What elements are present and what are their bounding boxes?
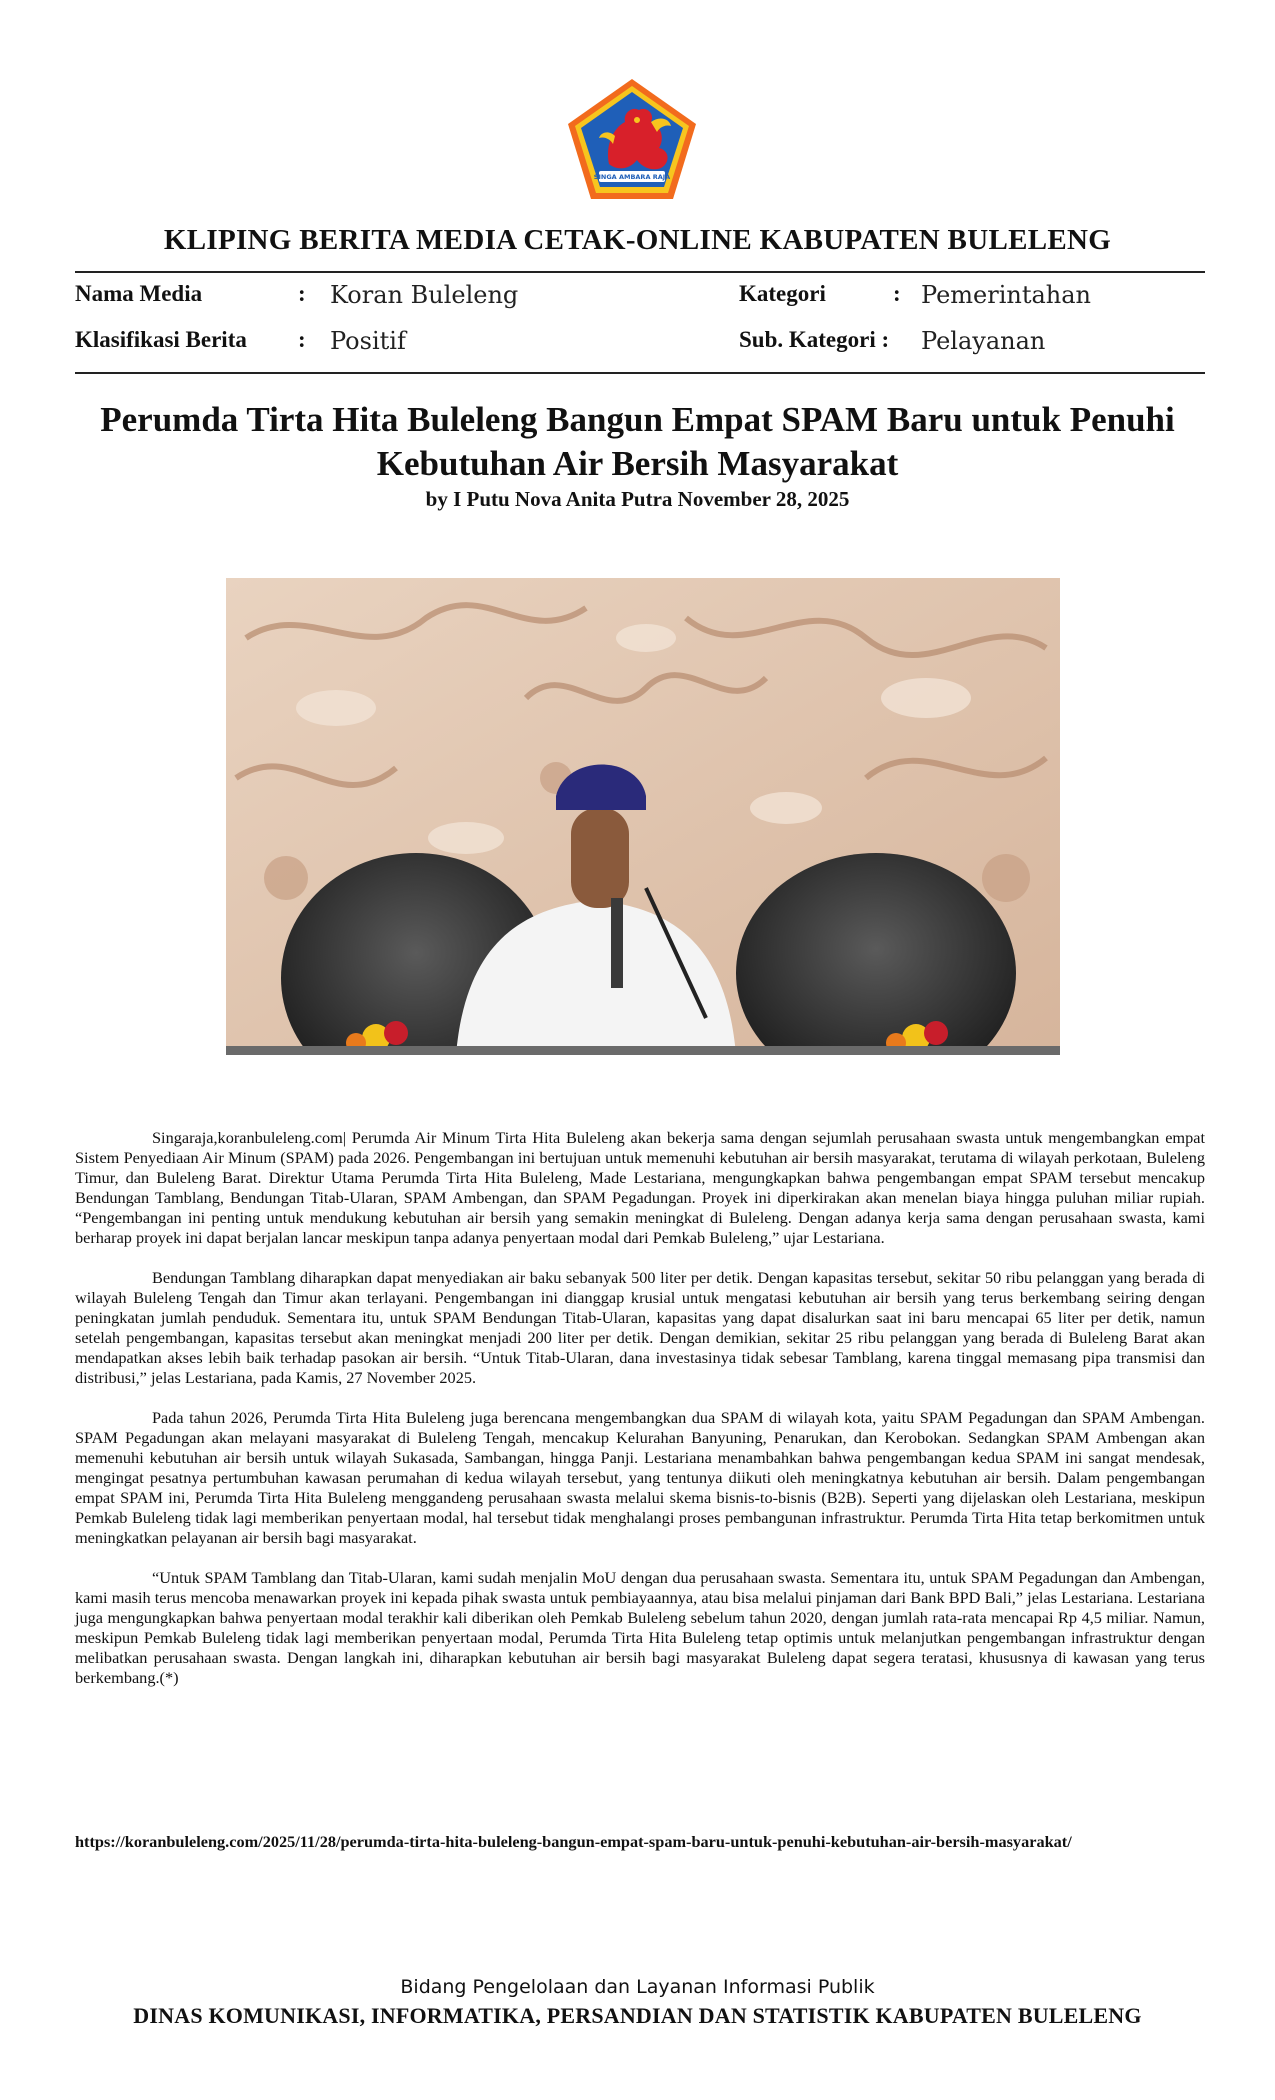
klasifikasi-berita-colon: : [298, 327, 306, 352]
article-source-url[interactable]: https://koranbuleleng.com/2025/11/28/perumda-tirta-hita-buleleng-bangun-empat-spam-baru-untuk-penuhi-kebutuhan-air-bersih-masyarakat/ [75, 1832, 1072, 1851]
lion-emblem-icon [565, 76, 699, 202]
header-divider-top [75, 271, 1205, 273]
nama-media-colon: : [298, 281, 306, 306]
buleleng-coat-of-arms-logo [565, 76, 699, 202]
kategori-label: Kategori [739, 281, 826, 306]
klasifikasi-berita-label: Klasifikasi Berita [75, 327, 247, 352]
sub-kategori-label: Sub. Kategori : [739, 327, 890, 352]
sub-kategori-value: Pelayanan [921, 327, 1046, 355]
article-photo [226, 578, 1060, 1055]
footer-agency: DINAS KOMUNIKASI, INFORMATIKA, PERSANDIAN DAN STATISTIK KABUPATEN BULELENG [133, 2003, 1142, 2028]
logo-motto-text: SINGA AMBARA RAJA [593, 173, 671, 181]
article-paragraph: Singaraja,koranbuleleng.com| Perumda Air Minum Tirta Hita Buleleng akan bekerja sama dengan sejumlah perusahaan swasta untuk mengembangkan empat Sistem Penyediaan Air Minum (SPAM) pada 2026. Pengembangan ini bertujuan untuk memenuhi kebutuhan air bersih masyarakat, terutama di wilayah perkotaan, Buleleng Timur, dan Buleleng Barat. Direktur Utama Perumda Tirta Hita Buleleng, Made Lestariana, mengungkapkan bahwa pengembangan empat SPAM tersebut mencakup Bendungan Tamblang, Bendungan Titab-Ularan, SPAM Ambengan, dan SPAM Pegadungan. Proyek ini diperkirakan akan menelan biaya hingga puluhan miliar rupiah. “Pengembangan ini penting untuk mendukung kebutuhan air bersih yang semakin meningkat di Buleleng. Dengan adanya kerja sama dengan perusahaan swasta, kami berharap proyek ini dapat berjalan lancar meskipun tanpa adanya penyertaan modal dari Pemkab Buleleng,” ujar Lestariana. [75, 1128, 1205, 1247]
kategori-colon: : [893, 281, 901, 306]
article-body [75, 1128, 1205, 1708]
page-header-title: KLIPING BERITA MEDIA CETAK-ONLINE KABUPATEN BULELENG [163, 224, 1112, 256]
header-divider-bottom [75, 372, 1205, 374]
kategori-value: Pemerintahan [921, 281, 1092, 309]
article-paragraph: “Untuk SPAM Tamblang dan Titab-Ularan, kami sudah menjalin MoU dengan dua perusahaan swasta. Sementara itu, untuk SPAM Pegadungan dan Ambengan, kami masih terus mencoba menawarkan proyek ini kepada pihak swasta untuk pembiayaannya, atau bisa melalui pinjaman dari Bank BPD Bali,” jelas Lestariana. Lestariana juga mengungkapkan bahwa penyertaan modal terakhir kali diberikan oleh Pemkab Buleleng sebelum tahun 2020, dengan jumlah rata-rata mencapai Rp 4,5 miliar. Namun, meskipun Pemkab Buleleng tidak lagi memberikan penyertaan modal, Perumda Tirta Hita Buleleng tetap optimis untuk melanjutkan pengembangan infrastruktur dengan melibatkan perusahaan swasta. Dengan langkah ini, diharapkan kebutuhan air bersih bagi masyarakat Buleleng dapat segera teratasi, khususnya di kawasan yang terus berkembang.(*) [75, 1568, 1205, 1687]
nama-media-label: Nama Media [75, 281, 203, 306]
article-byline: by I Putu Nova Anita Putra November 28, 2025 [425, 487, 850, 511]
footer-division: Bidang Pengelolaan dan Layanan Informasi Publik [400, 1976, 875, 1998]
klasifikasi-berita-value: Positif [330, 327, 406, 355]
official-at-meeting-photo [226, 578, 1060, 1055]
article-paragraph: Bendungan Tamblang diharapkan dapat menyediakan air baku sebanyak 500 liter per detik. Dengan kapasitas tersebut, sekitar 50 ribu pelanggan yang berada di wilayah Buleleng Tengah dan Timur akan terlayani. Pengembangan ini dianggap krusial untuk mengatasi kebutuhan air bersih yang terus berkembang seiring dengan peningkatan jumlah penduduk. Sementara itu, untuk SPAM Bendungan Titab-Ularan, kapasitas yang dapat disalurkan saat ini baru mencapai 65 liter per detik, namun setelah pengembangan, kapasitas tersebut akan meningkat menjadi 200 liter per detik. Dengan demikian, sekitar 25 ribu pelanggan yang berada di Buleleng Barat akan mendapatkan akses lebih baik terhadap pasokan air bersih. “Untuk Titab-Ularan, dana investasinya tidak sebesar Tamblang, karena tinggal memasang pipa transmisi dan distribusi,” jelas Lestariana, pada Kamis, 27 November 2025. [75, 1268, 1205, 1387]
article-headline: Perumda Tirta Hita Buleleng Bangun Empat SPAM Baru untuk Penuhi Kebutuhan Air Bersih Masyarakat [100, 400, 1175, 483]
article-paragraph: Pada tahun 2026, Perumda Tirta Hita Buleleng juga berencana mengembangkan dua SPAM di wilayah kota, yaitu SPAM Pegadungan dan SPAM Ambengan. SPAM Pegadungan akan melayani masyarakat di Buleleng Tengah, mencakup Kelurahan Banyuning, Penarukan, dan Kerobokan. Sedangkan SPAM Ambengan akan memenuhi kebutuhan air bersih untuk wilayah Sukasada, Sambangan, hingga Panji. Lestariana menambahkan bahwa pengembangan kedua SPAM ini sangat mendesak, mengingat pesatnya pertumbuhan kawasan perumahan di kedua wilayah tersebut, yang tentunya diikuti oleh meningkatnya kebutuhan air bersih. Dalam pengembangan empat SPAM ini, Perumda Tirta Hita Buleleng menggandeng perusahaan swasta melalui skema bisnis-to-bisnis (B2B). Seperti yang dijelaskan oleh Lestariana, meskipun Pemkab Buleleng tidak lagi memberikan penyertaan modal, hal tersebut tidak menghalangi proses pembangunan infrastruktur. Perumda Tirta Hita tetap berkomitmen untuk meningkatkan pelayanan air bersih bagi masyarakat. [75, 1408, 1205, 1547]
nama-media-value: Koran Buleleng [330, 281, 519, 309]
